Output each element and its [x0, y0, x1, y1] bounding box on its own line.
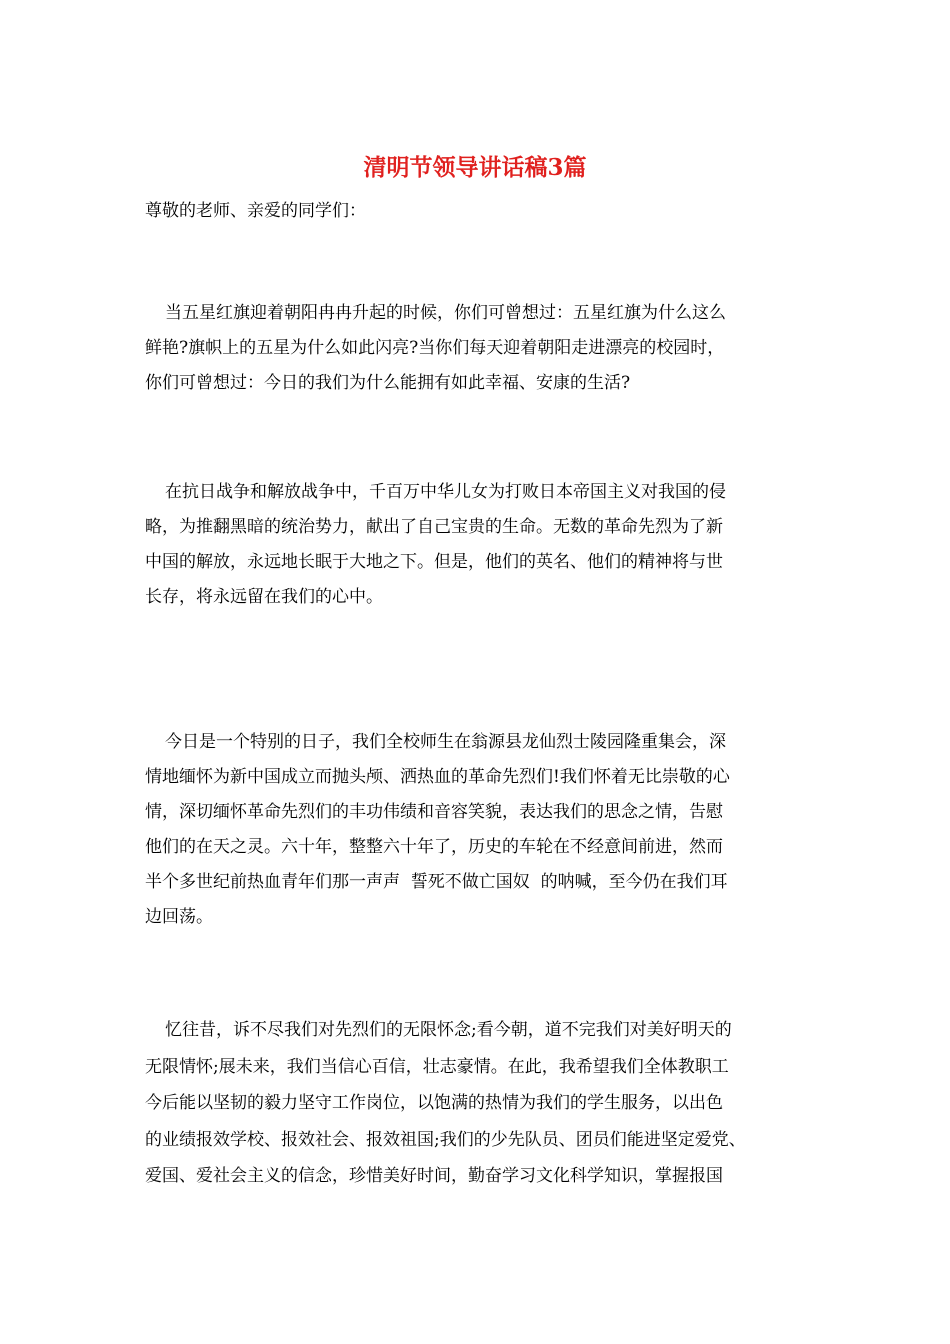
- paragraph-line: 鲜艳?旗帜上的五星为什么如此闪亮?当你们每天迎着朝阳走进漂亮的校园时，: [145, 338, 725, 358]
- paragraph-line: 当五星红旗迎着朝阳冉冉升起的时候，你们可曾想过：五星红旗为什么这么: [165, 303, 726, 323]
- paragraph-2: [145, 475, 810, 615]
- paragraph-1: [145, 296, 810, 401]
- paragraph-line: 他们的在天之灵。六十年，整整六十年了，历史的车轮在不经意间前进，然而: [145, 837, 723, 857]
- paragraph-line: 中国的解放，永远地长眠于大地之下。但是，他们的英名、他们的精神将与世: [145, 552, 723, 572]
- paragraph-line: 爱国、爱社会主义的信念，珍惜美好时间，勤奋学习文化科学知识，掌握报国: [145, 1166, 723, 1186]
- paragraph-4: [145, 1012, 810, 1195]
- greeting: 尊敬的老师、亲爱的同学们：: [145, 201, 366, 221]
- paragraph-line: 情，深切缅怀革命先烈们的丰功伟绩和音容笑貌，表达我们的思念之情，告慰: [145, 802, 723, 822]
- document-title: 清明节领导讲话稿3篇: [363, 154, 587, 181]
- paragraph-line: 你们可曾想过：今日的我们为什么能拥有如此幸福、安康的生活?: [145, 373, 631, 393]
- paragraph-line: 半个多世纪前热血青年们那一声声 誓死不做亡国奴 的呐喊，至今仍在我们耳: [145, 872, 728, 892]
- paragraph-line: 的业绩报效学校、报效社会、报效祖国;我们的少先队员、团员们能进坚定爱党、: [145, 1129, 746, 1150]
- paragraph-line: 情地缅怀为新中国成立而抛头颅、洒热血的革命先烈们!我们怀着无比崇敬的心: [145, 767, 730, 787]
- paragraph-line: 略，为推翻黑暗的统治势力，献出了自己宝贵的生命。无数的革命先烈为了新: [145, 517, 723, 537]
- paragraph-line: 今后能以坚韧的毅力坚守工作岗位，以饱满的热情为我们的学生服务，以出色: [145, 1093, 723, 1113]
- paragraph-line: 无限情怀;展未来，我们当信心百信，壮志豪情。在此，我希望我们全体教职工: [145, 1056, 729, 1077]
- paragraph-line: 今日是一个特别的日子，我们全校师生在翁源县龙仙烈士陵园隆重集会，深: [165, 732, 726, 752]
- paragraph-line: 长存，将永远留在我们的心中。: [145, 587, 383, 607]
- paragraph-line: 忆往昔，诉不尽我们对先烈们的无限怀念;看今朝，道不完我们对美好明天的: [165, 1020, 732, 1040]
- paragraph-line: 边回荡。: [145, 907, 213, 927]
- paragraph-3: [145, 725, 810, 935]
- paragraph-line: 在抗日战争和解放战争中，千百万中华儿女为打败日本帝国主义对我国的侵: [165, 482, 726, 502]
